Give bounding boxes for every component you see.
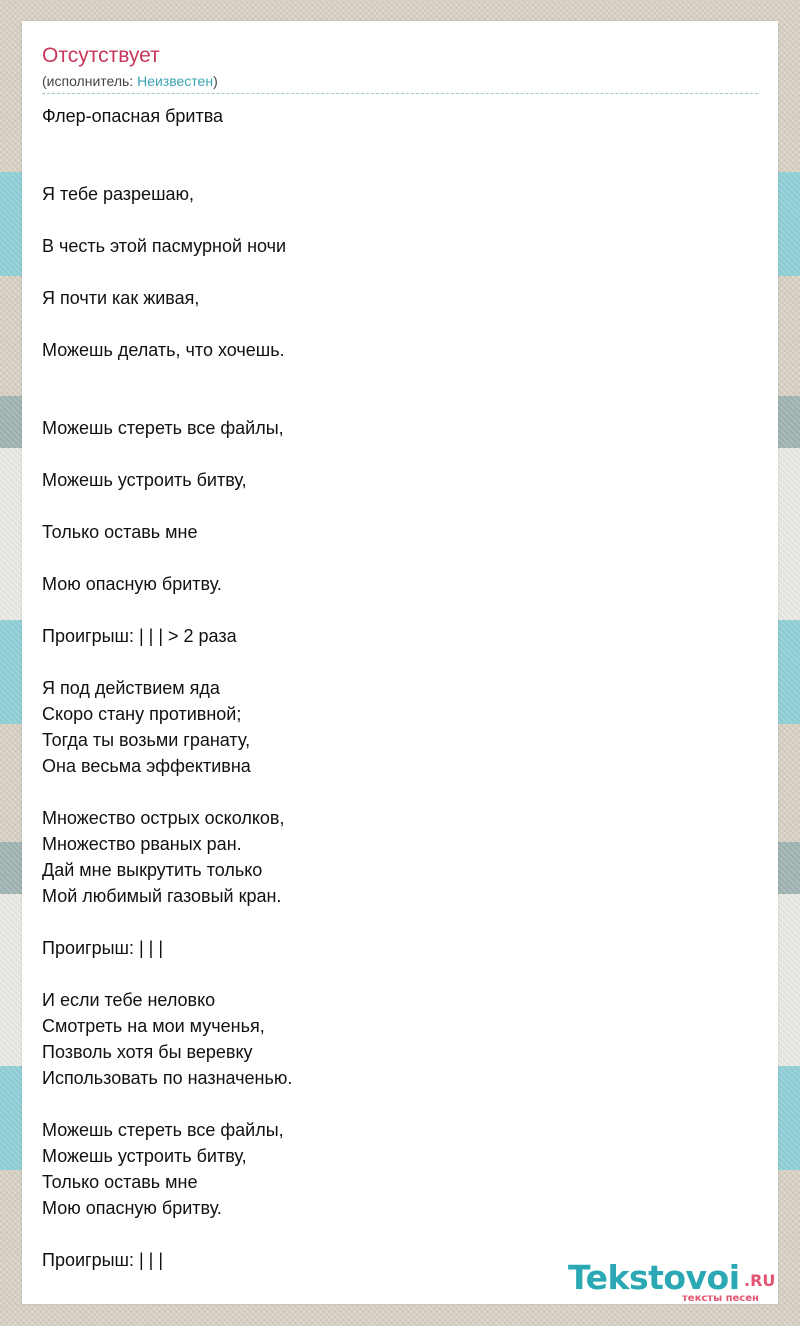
song-title: Отсутствует [42, 44, 160, 67]
artist-suffix: ) [213, 73, 218, 89]
artist-line [42, 72, 218, 90]
artist-prefix: (исполнитель: [42, 73, 138, 89]
title-divider [42, 93, 758, 94]
logo-name: Tekstovoi [568, 1258, 740, 1297]
artist-link[interactable]: Неизвестен [137, 73, 214, 89]
lyrics-text: Флер-опасная бритва Я тебе разрешаю, В честь этой пасмурной ночи Я почти как живая, Можешь делать, что хочешь. Можешь стереть все файлы, Можешь устроить битву, Только оставь мне Мою опасную бритву. Проигрыш: | | | > 2 раза Я под действием яда Скоро стану противной; Тогда ты возьми гранату, Она весьма эффективна Множество острых осколков, Множество рваных ран. Дай мне выкрутить только Мой любимый газовый кран. Проигрыш: | | | И если тебе неловко Смотреть на мои мученья, Позволь хотя бы веревку Использовать по назначенью. Можешь стереть все файлы, Можешь устроить битву, Только оставь мне Мою опасную бритву. Проигрыш: | | | [42, 106, 293, 1270]
lyrics-card [22, 21, 778, 1304]
logo-tld: .RU [744, 1271, 776, 1290]
logo-tagline: тексты песен [682, 1293, 759, 1304]
site-logo[interactable] [568, 1259, 778, 1307]
